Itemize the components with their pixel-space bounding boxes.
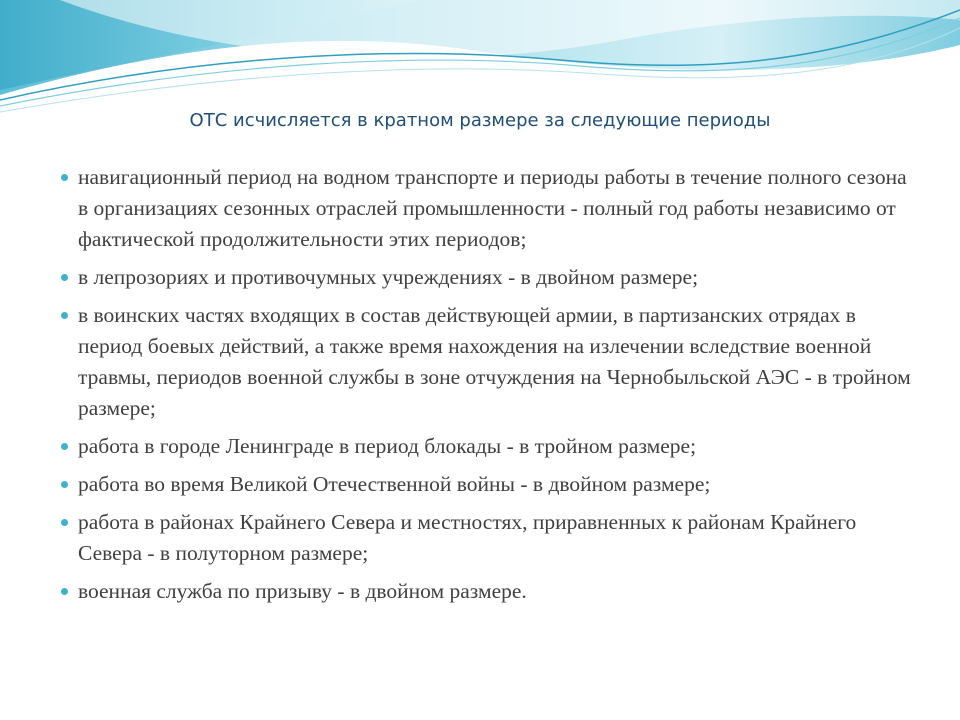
list-item xyxy=(60,162,920,255)
bullet-dot-icon xyxy=(61,588,68,595)
list-item xyxy=(60,262,920,293)
bullet-dot-icon xyxy=(61,481,68,488)
list-item-text: в воинских частях входящих в состав действующей армии, в партизанских отрядах в период боевых действий, а также время нахождения на излечении вследствие военной травмы, периодов военной службы в зоне отчуждения на Чернобыльской АЭС - в тройном размере; xyxy=(78,303,911,420)
bullet-list xyxy=(60,162,920,614)
list-item-text: в лепрозориях и противочумных учреждениях - в двойном размере; xyxy=(78,265,699,289)
list-item xyxy=(60,576,920,607)
list-item xyxy=(60,300,920,424)
bullet-dot-icon xyxy=(61,519,68,526)
list-item-text: работа в районах Крайнего Севера и местностях, приравненных к районам Крайнего Севера - в полуторном размере; xyxy=(78,510,857,565)
slide-title: ОТС исчисляется в кратном размере за следующие периоды xyxy=(189,110,771,131)
list-item xyxy=(60,469,920,500)
bullet-dot-icon xyxy=(61,443,68,450)
list-item xyxy=(60,431,920,462)
list-item-text: военная служба по призыву - в двойном размере. xyxy=(78,579,527,603)
bullet-dot-icon xyxy=(61,174,68,181)
bullet-dot-icon xyxy=(61,312,68,319)
bullet-dot-icon xyxy=(61,274,68,281)
list-item-text: работа во время Великой Отечественной войны - в двойном размере; xyxy=(78,472,711,496)
list-item-text: навигационный период на водном транспорте и периоды работы в течение полного сезона в организациях сезонных отраслей промышленности - полный год работы независимо от фактической продолжительности этих периодов; xyxy=(78,165,907,251)
list-item-text: работа в городе Ленинграде в период блокады - в тройном размере; xyxy=(78,434,697,458)
list-item xyxy=(60,507,920,569)
